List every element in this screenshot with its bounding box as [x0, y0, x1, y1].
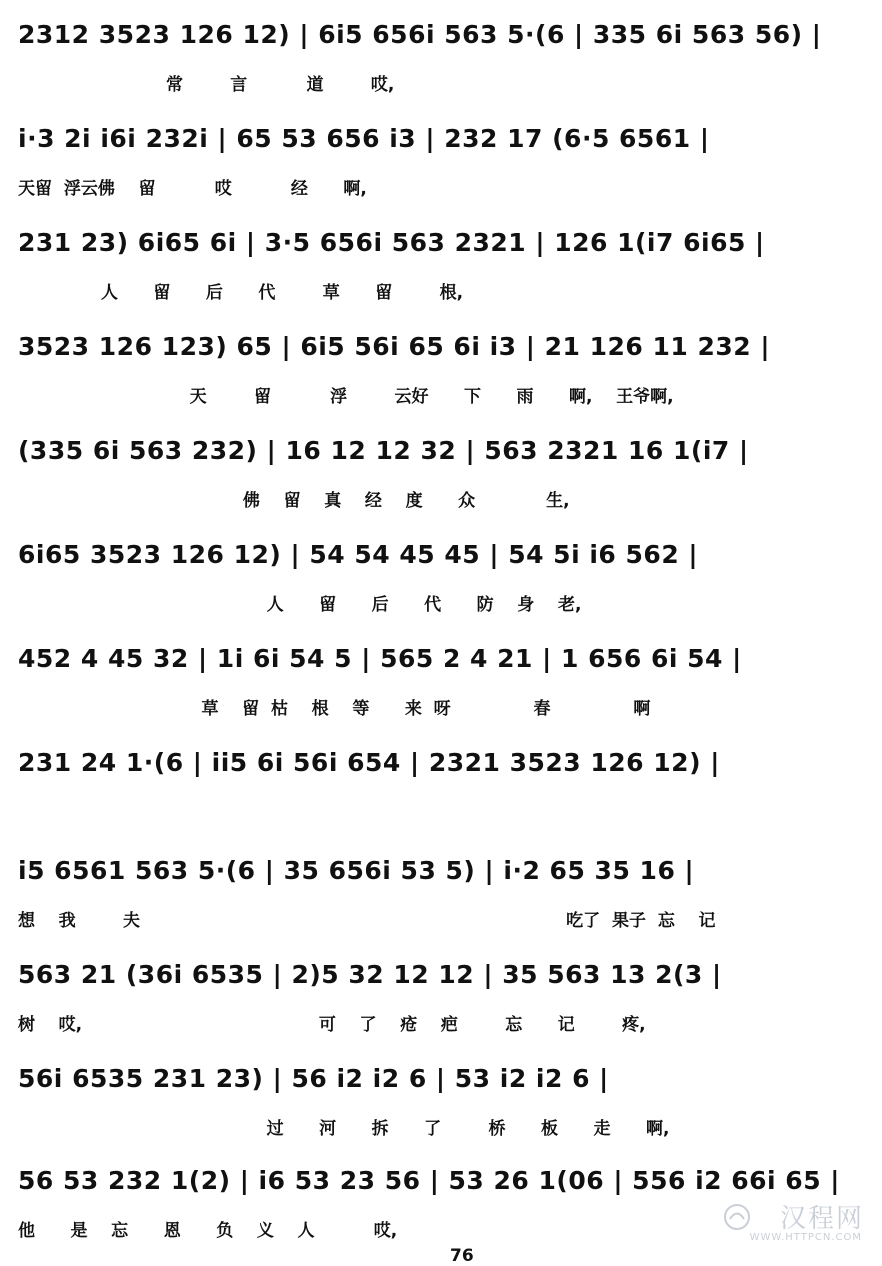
score-system-8: [0, 728, 882, 828]
watermark-text: 汉程网: [779, 1204, 864, 1234]
notation-line: 452 4 45 32 | 1i 6i 54 5 | 565 2 4 21 | 1 656 6i 54 |: [18, 644, 742, 673]
lyrics-line: 天留 浮云佛 留 哎 经 啊,: [18, 179, 367, 199]
notation-line: i5 6561 563 5·(6 | 35 656i 53 5) | i·2 65 35 16 |: [18, 856, 695, 885]
score-system-6: [0, 520, 882, 620]
score-system-3: [0, 208, 882, 308]
score-system-4: [0, 312, 882, 412]
score-system-2: [0, 104, 882, 204]
notation-line: 56 53 232 1(2) | i6 53 23 56 | 53 26 1(06 | 556 i2 66i 65 |: [18, 1166, 840, 1195]
page-number: 76: [450, 1246, 474, 1266]
lyrics-line: 过 河 拆 了 桥 板 走 啊,: [18, 1119, 670, 1139]
notation-line: (335 6i 563 232) | 16 12 12 32 | 563 2321 16 1(i7 |: [18, 436, 749, 465]
notation-line: i·3 2i i6i 232i | 65 53 656 i3 | 232 17 (6·5 6561 |: [18, 124, 710, 153]
score-system-11: [0, 1044, 882, 1144]
lyrics-line: 草 留 枯 根 等 来 呀 春 啊: [18, 699, 651, 719]
site-watermark: [714, 1198, 864, 1252]
lyrics-line: 人 留 后 代 防 身 老,: [18, 595, 582, 615]
lyrics-line: 想 我 夫 吃了 果子 忘 记: [18, 911, 716, 931]
notation-line: 6i65 3523 126 12) | 54 54 45 45 | 54 5i i6 562 |: [18, 540, 699, 569]
lyrics-line: 常 言 道 哎,: [18, 75, 395, 95]
score-system-1: [0, 0, 882, 100]
notation-line: 2312 3523 126 12) | 6i5 656i 563 5·(6 | 335 6i 563 56) |: [18, 20, 822, 49]
notation-line: 563 21 (36i 6535 | 2)5 32 12 12 | 35 563 13 2(3 |: [18, 960, 722, 989]
watermark-logo-icon: [722, 1202, 752, 1232]
watermark-url: WWW.HTTPCN.COM: [749, 1232, 862, 1243]
lyrics-line: 他 是 忘 恩 负 义 人 哎,: [18, 1221, 398, 1241]
notation-line: 56i 6535 231 23) | 56 i2 i2 6 | 53 i2 i2 6 |: [18, 1064, 609, 1093]
notation-line: 3523 126 123) 65 | 6i5 56i 65 6i i3 | 21 126 11 232 |: [18, 332, 771, 361]
score-system-9: [0, 836, 882, 936]
score-system-10: [0, 940, 882, 1040]
lyrics-line: 佛 留 真 经 度 众 生,: [18, 491, 570, 511]
notation-line: 231 24 1·(6 | ii5 6i 56i 654 | 2321 3523 126 12) |: [18, 748, 720, 777]
score-system-7: [0, 624, 882, 724]
notation-line: 231 23) 6i65 6i | 3·5 656i 563 2321 | 126 1(i7 6i65 |: [18, 228, 765, 257]
lyrics-line: 人 留 后 代 草 留 根,: [18, 283, 464, 303]
lyrics-line: 天 留 浮 云好 下 雨 啊, 王爷啊,: [18, 387, 674, 407]
score-system-5: [0, 416, 882, 516]
lyrics-line: 树 哎, 可 了 疮 疤 忘 记 疼,: [18, 1015, 646, 1035]
